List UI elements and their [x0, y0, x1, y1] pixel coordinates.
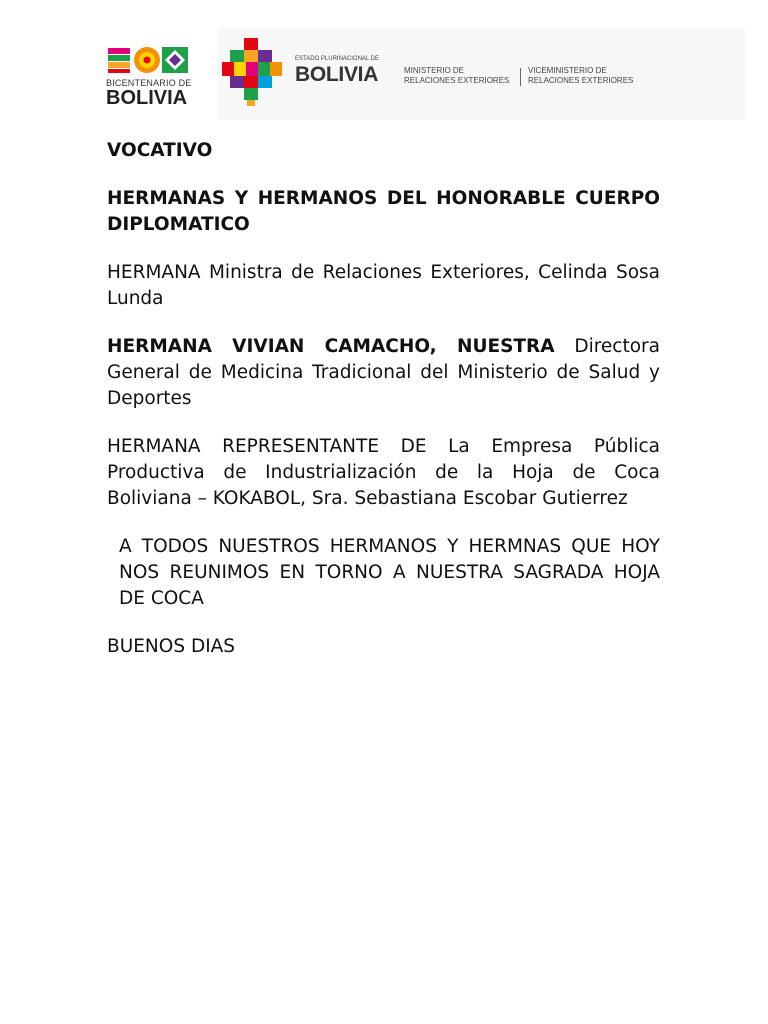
estado-wordmark [295, 56, 390, 90]
vice-line-1: VICEMINISTERIO DE [528, 66, 607, 75]
estado-label: ESTADO PLURINACIONAL DE [295, 56, 380, 62]
vice-line-2: RELACIONES EXTERIORES [528, 76, 634, 85]
viceministry-name [528, 66, 648, 86]
greeting-all: A TODOS NUESTROS HERMANOS Y HERMNAS QUE HOY NOS REUNIMOS EN TORNO A NUESTRA SAGRADA HOJA DE COCA [119, 536, 660, 609]
estado-country: BOLIVIA [295, 63, 379, 86]
closing-greeting: BUENOS DIAS [107, 636, 236, 657]
greeting-foreign-minister: HERMANA Ministra de Relaciones Exteriores, Celinda Sosa Lunda [107, 262, 660, 309]
ministry-line-1: MINISTERIO DE [404, 66, 465, 75]
header-divider [520, 68, 521, 86]
speech-body [107, 138, 660, 682]
letterhead [100, 28, 745, 120]
bicentenario-logo [106, 42, 198, 108]
bicentenario-label: BICENTENARIO DE [106, 78, 192, 88]
greeting-director [107, 334, 660, 412]
ministry-line-2: RELACIONES EXTERIORES [404, 76, 510, 85]
state-emblem-icon [222, 38, 284, 106]
greeting-diplomatic-corps: HERMANAS Y HERMANOS DEL HONORABLE CUERPO DIPLOMATICO [107, 188, 660, 235]
greeting-kokabol: HERMANA REPRESENTANTE DE La Empresa Pública Productiva de Industrialización de la Hoja de Coca Boliviana – KOKABOL, Sra. Sebastiana Escobar Gutierrez [107, 436, 660, 509]
bicentenario-country: BOLIVIA [106, 87, 188, 109]
greeting-director-rest: Directora General de Medicina Tradicional del Ministerio de Salud y Deportes [107, 336, 660, 409]
greeting-director-bold: HERMANA VIVIAN CAMACHO, NUESTRA [107, 336, 555, 357]
bicentenario-emblem-icon [106, 42, 198, 76]
vocativo-heading: VOCATIVO [107, 140, 213, 161]
ministry-name [404, 66, 519, 86]
